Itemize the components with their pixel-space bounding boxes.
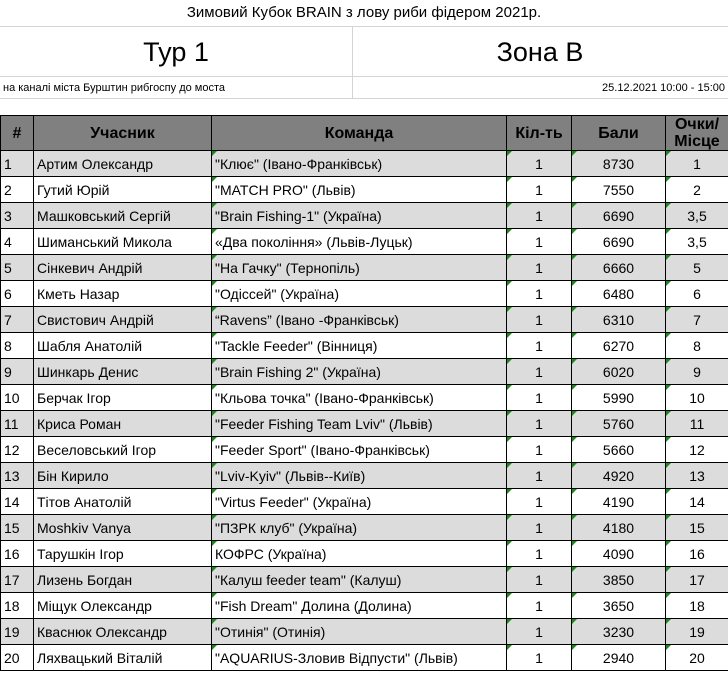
event-title: Зимовий Кубок BRAIN з лову риби фідером 2021р.: [186, 4, 542, 21]
participant-name: Moshkiv Vanya: [34, 515, 212, 541]
participant-name: Тарушкін Ігор: [34, 541, 212, 567]
team-name: "Клює" (Івано-Франківськ): [212, 151, 507, 177]
row-number: 1: [1, 151, 34, 177]
team-name: "Кльова точка" (Івано-Франківськ): [212, 385, 507, 411]
place-value: 11: [666, 411, 728, 437]
place-value: 19: [666, 619, 728, 645]
participant-name: Свистович Андрій: [34, 307, 212, 333]
team-name: "Fish Dream" Долина (Долина): [212, 593, 507, 619]
date-time-text: 25.12.2021 10:00 - 15:00: [602, 82, 725, 94]
divider: [0, 76, 728, 77]
row-number: 20: [1, 645, 34, 671]
participant-name: Сінкевич Андрій: [34, 255, 212, 281]
participant-name: Тітов Анатолій: [34, 489, 212, 515]
results-table: [0, 115, 728, 671]
participant-name: Бін Кирило: [34, 463, 212, 489]
points-value: 3850: [572, 567, 666, 593]
row-number: 15: [1, 515, 34, 541]
participant-name: Берчак Ігор: [34, 385, 212, 411]
table-row: [1, 359, 728, 385]
points-value: 6660: [572, 255, 666, 281]
points-value: 6270: [572, 333, 666, 359]
row-number: 18: [1, 593, 34, 619]
table-row: [1, 385, 728, 411]
points-value: 8730: [572, 151, 666, 177]
points-value: 6020: [572, 359, 666, 385]
team-name: "AQUARIUS-Зловив Відпусти" (Львів): [212, 645, 507, 671]
team-name: “Ravens” (Івано -Франківськ): [212, 307, 507, 333]
points-value: 6690: [572, 229, 666, 255]
row-number: 19: [1, 619, 34, 645]
points-value: 5990: [572, 385, 666, 411]
place-value: 1: [666, 151, 728, 177]
team-name: «Два покоління» (Львів-Луцьк): [212, 229, 507, 255]
place-value: 15: [666, 515, 728, 541]
place-value: 6: [666, 281, 728, 307]
table-row: [1, 281, 728, 307]
column-header-count: Кіл-ть: [507, 116, 572, 151]
table-row: [1, 333, 728, 359]
participant-name: Шиманський Микола: [34, 229, 212, 255]
points-value: 4920: [572, 463, 666, 489]
table-row: [1, 489, 728, 515]
catch-count: 1: [507, 359, 572, 385]
tour-label: Тур 1: [143, 37, 209, 67]
divider: [0, 98, 728, 99]
catch-count: 1: [507, 177, 572, 203]
row-number: 9: [1, 359, 34, 385]
row-number: 14: [1, 489, 34, 515]
participant-name: Шабля Анатолій: [34, 333, 212, 359]
team-name: "MATCH PRO" (Львів): [212, 177, 507, 203]
catch-count: 1: [507, 489, 572, 515]
team-name: "Калуш feeder team" (Калуш): [212, 567, 507, 593]
table-row: [1, 307, 728, 333]
table-row: [1, 463, 728, 489]
table-row: [1, 229, 728, 255]
place-value: 3,5: [666, 229, 728, 255]
participant-name: Криса Роман: [34, 411, 212, 437]
participant-name: Міщук Олександр: [34, 593, 212, 619]
team-name: "Feeder Sport" (Івано-Франківськ): [212, 437, 507, 463]
row-number: 6: [1, 281, 34, 307]
place-value: 16: [666, 541, 728, 567]
row-number: 17: [1, 567, 34, 593]
venue-text: на каналі міста Бурштин рибгоспу до моста: [3, 82, 226, 94]
table-row: [1, 541, 728, 567]
team-name: "Одіссей" (Україна): [212, 281, 507, 307]
table-row: [1, 177, 728, 203]
row-number: 13: [1, 463, 34, 489]
row-number: 10: [1, 385, 34, 411]
table-row: [1, 255, 728, 281]
table-row: [1, 203, 728, 229]
place-value: 18: [666, 593, 728, 619]
row-number: 7: [1, 307, 34, 333]
place-value: 8: [666, 333, 728, 359]
team-name: КОФРС (Україна): [212, 541, 507, 567]
team-name: "Brain Fishing-1" (Україна): [212, 203, 507, 229]
points-value: 6480: [572, 281, 666, 307]
place-value: 20: [666, 645, 728, 671]
table-header-row: [1, 116, 728, 151]
place-value: 17: [666, 567, 728, 593]
catch-count: 1: [507, 229, 572, 255]
table-row: [1, 645, 728, 671]
catch-count: 1: [507, 255, 572, 281]
participant-name: Кваснюк Олександр: [34, 619, 212, 645]
row-number: 2: [1, 177, 34, 203]
zone-label: Зона В: [496, 37, 584, 67]
catch-count: 1: [507, 307, 572, 333]
catch-count: 1: [507, 515, 572, 541]
row-number: 8: [1, 333, 34, 359]
table-row: [1, 567, 728, 593]
catch-count: 1: [507, 151, 572, 177]
place-value: 3,5: [666, 203, 728, 229]
row-number: 3: [1, 203, 34, 229]
catch-count: 1: [507, 281, 572, 307]
points-value: 7550: [572, 177, 666, 203]
row-number: 4: [1, 229, 34, 255]
catch-count: 1: [507, 645, 572, 671]
catch-count: 1: [507, 619, 572, 645]
catch-count: 1: [507, 593, 572, 619]
participant-name: Лизень Богдан: [34, 567, 212, 593]
place-value: 14: [666, 489, 728, 515]
team-name: "Brain Fishing 2" (Україна): [212, 359, 507, 385]
participant-name: Артим Олександр: [34, 151, 212, 177]
catch-count: 1: [507, 437, 572, 463]
team-name: "На Гачку" (Тернопіль): [212, 255, 507, 281]
place-value: 7: [666, 307, 728, 333]
place-value: 5: [666, 255, 728, 281]
place-value: 13: [666, 463, 728, 489]
participant-name: Шинкарь Денис: [34, 359, 212, 385]
divider: [352, 26, 353, 98]
points-value: 6690: [572, 203, 666, 229]
table-row: [1, 515, 728, 541]
points-value: 5660: [572, 437, 666, 463]
catch-count: 1: [507, 541, 572, 567]
catch-count: 1: [507, 567, 572, 593]
catch-count: 1: [507, 333, 572, 359]
points-value: 4190: [572, 489, 666, 515]
row-number: 16: [1, 541, 34, 567]
participant-name: Машковський Сергій: [34, 203, 212, 229]
column-header-place: Очки/ Місце: [666, 116, 728, 151]
points-value: 3650: [572, 593, 666, 619]
points-value: 3230: [572, 619, 666, 645]
team-name: "Tackle Feeder" (Вінниця): [212, 333, 507, 359]
row-number: 12: [1, 437, 34, 463]
catch-count: 1: [507, 203, 572, 229]
table-row: [1, 619, 728, 645]
column-header-team: Команда: [212, 116, 507, 151]
column-header-points: Бали: [572, 116, 666, 151]
catch-count: 1: [507, 411, 572, 437]
team-name: "Отинія" (Отинія): [212, 619, 507, 645]
participant-name: Веселовський Ігор: [34, 437, 212, 463]
row-number: 5: [1, 255, 34, 281]
team-name: "Lviv-Kyiv" (Львів--Київ): [212, 463, 507, 489]
table-row: [1, 437, 728, 463]
place-value: 2: [666, 177, 728, 203]
catch-count: 1: [507, 385, 572, 411]
points-value: 4180: [572, 515, 666, 541]
column-header-number: #: [1, 116, 34, 151]
catch-count: 1: [507, 463, 572, 489]
team-name: "ПЗРК клуб" (Україна): [212, 515, 507, 541]
place-value: 9: [666, 359, 728, 385]
table-row: [1, 411, 728, 437]
column-header-participant: Учасник: [34, 116, 212, 151]
participant-name: Ляхвацький Віталій: [34, 645, 212, 671]
row-number: 11: [1, 411, 34, 437]
team-name: "Virtus Feeder" (Україна): [212, 489, 507, 515]
points-value: 5760: [572, 411, 666, 437]
participant-name: Кметь Назар: [34, 281, 212, 307]
points-value: 6310: [572, 307, 666, 333]
place-value: 10: [666, 385, 728, 411]
table-row: [1, 151, 728, 177]
points-value: 4090: [572, 541, 666, 567]
table-row: [1, 593, 728, 619]
participant-name: Гутий Юрій: [34, 177, 212, 203]
points-value: 2940: [572, 645, 666, 671]
team-name: "Feeder Fishing Team Lviv" (Львів): [212, 411, 507, 437]
place-value: 12: [666, 437, 728, 463]
